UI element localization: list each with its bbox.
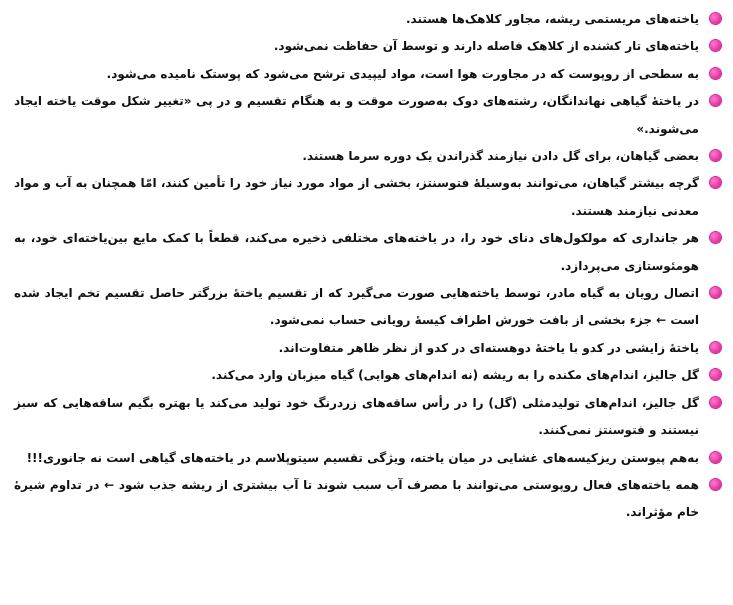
pink-bullet-icon — [710, 452, 721, 463]
list-item-text: یاخته‌های تار کشنده از کلاهک فاصله دارند و توسط آن حفاظت نمی‌شود. — [273, 39, 699, 54]
list-item-text: اتصال رویان به گیاه مادر، توسط یاخته‌هایی صورت می‌گیرد که از تقسیم یاختهٔ بزرگتر حاصل تقسیم تخم ایجاد شده است ← جزء بخشی از بافت خورش اطراف کیسهٔ رویانی حساب نمی‌شود. — [14, 286, 699, 328]
pink-bullet-icon — [710, 342, 721, 353]
pink-bullet-icon — [710, 150, 721, 161]
pink-bullet-icon — [710, 479, 721, 490]
list-item — [14, 170, 721, 225]
list-item — [14, 143, 721, 170]
list-item-text: همه یاخته‌های فعال روپوستی می‌توانند با مصرف آب سبب شوند تا آب بیشتری از ریشه جذب شود ← در تداوم شیرهٔ خام مؤثراند. — [14, 477, 699, 520]
list-item-text: هر جانداری که مولکول‌های دنای خود را، در یاخته‌های مختلفی ذخیره می‌کند، قطعاً با کمک مایع بین‌یاخته‌ای خود، به هومئوستازی می‌پردازد. — [14, 231, 699, 273]
list-item-text: یاخته‌های مریستمی ریشه، مجاور کلاهک‌ها هستند. — [406, 12, 699, 26]
pink-bullet-icon — [710, 177, 721, 188]
pink-bullet-icon — [710, 68, 721, 79]
pink-bullet-icon — [710, 95, 721, 106]
pink-bullet-icon — [710, 232, 721, 243]
list-item — [14, 445, 721, 472]
list-item — [14, 225, 721, 280]
list-item-text: گل جالیز، اندام‌های مکنده را به ریشه (نه اندام‌های هوایی) گیاه میزبان وارد می‌کند. — [211, 368, 699, 383]
list-item-text: در یاختهٔ گیاهی نهاندانگان، رشته‌های دوک به‌صورت موقت و به هنگام تقسیم و در پی «تغییر شکل موقت یاخته ایجاد می‌شوند.» — [14, 94, 699, 136]
list-item-text: بعضی گیاهان، برای گل دادن نیازمند گذراندن یک دوره سرما هستند. — [302, 149, 699, 164]
list-item-text: به سطحی از روپوست که در مجاورت هوا است، مواد لیپیدی ترشح می‌شود که پوستک نامیده می‌شود. — [106, 66, 699, 81]
list-item — [14, 280, 721, 335]
list-item — [14, 6, 721, 33]
list-item — [14, 390, 721, 445]
list-item — [14, 472, 721, 527]
list-item-text: گرچه بیشتر گیاهان، می‌توانند به‌وسیلهٔ فتوسنتز، بخشی از مواد مورد نیاز خود را تأمین کنند، امّا همچنان به آب و مواد معدنی نیازمند هستند. — [14, 176, 699, 218]
list-item-text: گل جالیز، اندام‌های تولیدمثلی (گل) را در رأس ساقه‌های زردرنگ خود تولید می‌کند یا بهتره بگیم ساقه‌هایی که سبز نیستند و فتوسنتز نمی‌کنند. — [14, 395, 699, 438]
pink-bullet-icon — [710, 13, 721, 24]
list-item — [14, 88, 721, 143]
pink-bullet-icon — [710, 369, 721, 380]
list-item-text: یاختهٔ زایشی در کدو با یاختهٔ دوهسته‌ای در کدو از نظر ظاهر متفاوت‌اند. — [278, 340, 699, 355]
pink-bullet-icon — [710, 287, 721, 298]
list-item — [14, 335, 721, 362]
pink-bullet-icon — [710, 40, 721, 51]
list-item — [14, 33, 721, 60]
list-item — [14, 362, 721, 389]
bullet-list — [14, 6, 721, 527]
list-item-text: به‌هم پیوستن ریزکیسه‌های غشایی در میان یاخته، ویژگی تقسیم سیتوپلاسم در یاخته‌های گیاهی است نه جانوری!!! — [26, 450, 699, 465]
list-item — [14, 61, 721, 88]
pink-bullet-icon — [710, 397, 721, 408]
